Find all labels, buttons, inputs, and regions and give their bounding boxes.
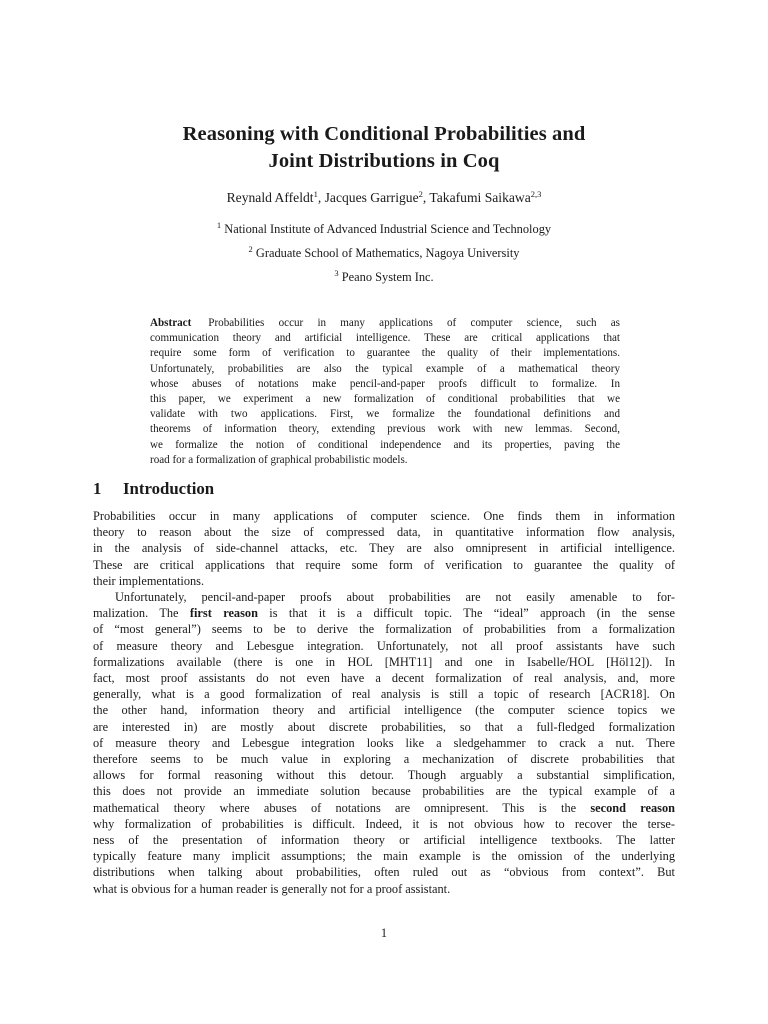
author-name: Takafumi Saikawa bbox=[429, 190, 531, 205]
abstract-label: Abstract bbox=[150, 317, 192, 329]
body-line: Unfortunately, pencil-and-paper proofs about probabilities are not easily amenable to for- bbox=[115, 590, 675, 605]
body-line: malization. The first reason is that it is a difficult topic. The “ideal” approach (in the sense bbox=[93, 606, 675, 621]
abstract-line: this paper, we experiment a new formalization of conditional probabilities that we bbox=[150, 393, 620, 406]
title-line: Joint Distributions in Coq bbox=[268, 150, 500, 172]
emphasis-second-reason: second reason bbox=[590, 800, 675, 815]
body-line: their implementations. bbox=[93, 573, 205, 588]
affiliation-text: Peano System Inc. bbox=[341, 270, 434, 284]
abstract-line: theorems of information theory, extending previous work with new lemmas. Second, bbox=[150, 423, 620, 436]
section-heading bbox=[93, 479, 214, 499]
abstract-line: Abstract Probabilities occur in many applications of computer science, such as bbox=[150, 317, 620, 329]
author-name: Jacques Garrigue bbox=[324, 190, 419, 205]
body-line: mathematical theory where abuses of notations are omnipresent. This is the second reason bbox=[93, 800, 675, 815]
body-line: distributions when talking about probabilities, often ruled out as “obvious from context”. But bbox=[93, 865, 675, 880]
affiliation bbox=[84, 246, 684, 261]
abstract-line: validate with two applications. First, we formalize the foundational definitions and bbox=[150, 408, 620, 421]
abstract bbox=[150, 316, 620, 468]
abstract-line: Unfortunately, probabilities are also the typical example of a mathematical theory bbox=[150, 362, 620, 375]
affiliation-text: National Institute of Advanced Industrial Science and Technology bbox=[224, 222, 552, 236]
section-title: Introduction bbox=[123, 479, 215, 498]
body-line: therefore seems to be much value in exploring a mechanization of discrete probabilities that bbox=[93, 752, 675, 767]
affiliation-number: 2 bbox=[248, 244, 253, 254]
body-line: are interested in) are mostly about discrete probabilities, so that a full-fledged formalization bbox=[93, 719, 675, 734]
author-affiliation-mark: 1 bbox=[313, 189, 318, 199]
affiliation-number: 3 bbox=[334, 268, 339, 278]
affiliation bbox=[84, 222, 684, 237]
affiliation bbox=[84, 270, 684, 285]
body-line: generally, what is a good formalization of real analysis is still a topic of research [ACR18]. On bbox=[93, 687, 675, 702]
body-line: typically feature many implicit assumptions; the main example is the omission of the underlying bbox=[93, 849, 675, 864]
body-line: theory to reason about the size of compressed data, in quantitative information flow analysis, bbox=[93, 525, 675, 540]
title-line: Reasoning with Conditional Probabilities and bbox=[182, 123, 586, 145]
body-line: the other hand, information theory and artificial intelligence (the computer science topics we bbox=[93, 703, 675, 718]
body-line: allows for formal reasoning without this detour. Though arguably a substantial simplification, bbox=[93, 768, 675, 783]
abstract-line: we formalize the notion of conditional independence and its properties, paving the bbox=[150, 438, 620, 451]
body-line: why formalization of probabilities is difficult. Indeed, it is not obvious how to recover the terse- bbox=[93, 816, 675, 831]
abstract-line: communication theory and artificial intelligence. These are critical applications that bbox=[150, 332, 620, 345]
body-line: of “most general”) seems to be to derive the formalization of probabilities from a formalization bbox=[93, 622, 675, 637]
body-line: what is obvious for a human reader is generally not for a proof assistant. bbox=[93, 881, 451, 896]
author-affiliation-mark: 2,3 bbox=[530, 189, 542, 199]
section-number: 1 bbox=[93, 479, 102, 498]
body-text bbox=[93, 508, 675, 897]
abstract-line: whose abuses of notations make pencil-and-paper proofs difficult to formalize. In bbox=[150, 377, 620, 390]
body-line: Probabilities occur in many applications of computer science. One finds them in information bbox=[93, 509, 675, 523]
body-line: fact, most proof assistants do not even have a decent formalization of real analysis, and, more bbox=[93, 671, 675, 686]
body-line: formalizations available (there is one in HOL [MHT11] and one in Isabelle/HOL [Höl12]). In bbox=[93, 654, 675, 669]
body-line: These are critical applications that require some form of verification to guarantee the quality of bbox=[93, 557, 675, 572]
body-line: this does not provide an immediate solution because probabilities are the typical example of a bbox=[93, 784, 675, 799]
abstract-line: road for a formalization of graphical probabilistic models. bbox=[150, 453, 408, 466]
body-line: in the analysis of side-channel attacks, etc. They are also omnipresent in artificial intelligence. bbox=[93, 541, 675, 556]
abstract-line: require some form of verification to guarantee the quality of their implementations. bbox=[150, 347, 620, 360]
body-line: of measure theory and Lebesgue integration looks like a sledgehammer to crack a nut. There bbox=[93, 735, 675, 750]
emphasis-first-reason: first reason bbox=[189, 606, 258, 621]
author-list: Reynald Affeldt$^1$, Jacques Garrigue$^2$, Takafumi Saikawa$^{2,3}$ bbox=[226, 189, 542, 205]
affiliation-text: Graduate School of Mathematics, Nagoya University bbox=[255, 246, 520, 260]
paper-title bbox=[84, 121, 684, 175]
affiliation-number: 1 bbox=[216, 220, 222, 230]
author-name: Reynald Affeldt bbox=[226, 190, 314, 205]
author-affiliation-mark: 2 bbox=[418, 189, 423, 199]
page-number: 1 bbox=[380, 926, 388, 940]
body-line: of measure theory and Lebesgue integration. Unfortunately, not all proof assistants have such bbox=[93, 638, 675, 653]
body-line: ness of the presentation of information theory or artificial intelligence textbooks. The latter bbox=[93, 833, 675, 848]
